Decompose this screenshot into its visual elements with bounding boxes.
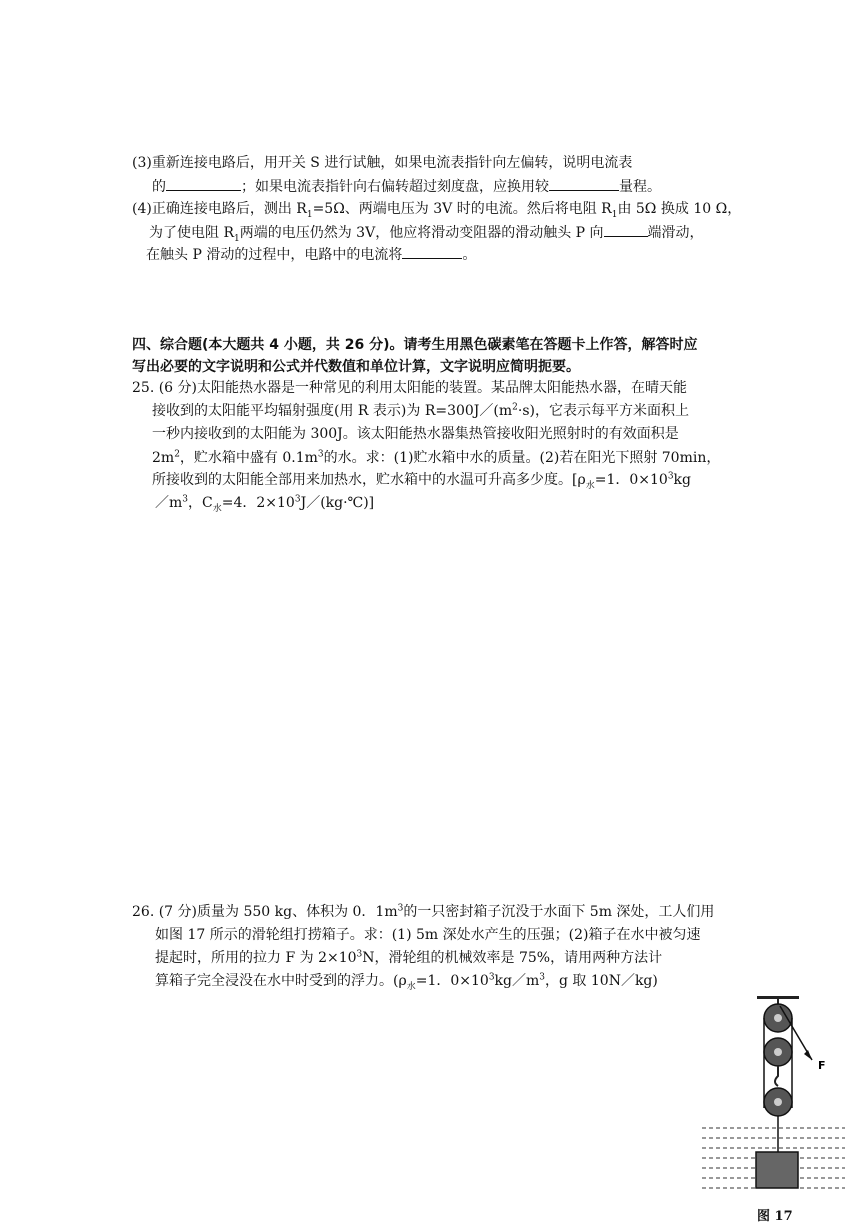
q4-text: (4)正确连接电路后，测出 R (132, 201, 307, 217)
q26-line1 (132, 902, 714, 922)
superscript: 3 (397, 903, 404, 914)
answer-blank[interactable] (166, 176, 241, 191)
q4-text: 由 5Ω 换成 10 Ω， (617, 201, 742, 217)
q26-line2: 如图 17 所示的滑轮组打捞箱子。求：(1) 5m 深处水产生的压强；(2)箱子在水中被匀速 (155, 927, 701, 943)
q4-line2 (149, 222, 704, 243)
q3-line2 (152, 176, 661, 197)
subscript: 1 (306, 209, 313, 220)
q26-text: 的一只密封箱子沉没于水面下 5m 深处，工人们用 (403, 904, 715, 920)
hook (775, 1066, 778, 1086)
q4-text: 。 (462, 247, 477, 263)
box (756, 1152, 798, 1188)
q25-text: 所接收到的太阳能全部用来加热水，贮水箱中的水温可升高多少度。[ρ (152, 472, 586, 488)
q3-text-b: ；如果电流表指针向右偏转超过刻度盘，应换用较 (241, 179, 549, 195)
q25-line6 (155, 493, 374, 513)
subscript: 水 (406, 981, 416, 992)
q25-line1: 25. (6 分)太阳能热水器是一种常见的利用太阳能的装置。某品牌太阳能热水器，在晴天能 (132, 380, 687, 396)
q25-text: =1．0×10 (594, 472, 668, 488)
q25-line2 (152, 401, 689, 421)
superscript: 3 (667, 471, 674, 482)
q25-text: 接收到的太阳能平均辐射强度(用 R 表示)为 R=300J／(m (152, 403, 513, 419)
q25-text: 的水。求：(1)贮水箱中水的质量。(2)若在阳光下照射 70min， (323, 450, 721, 466)
q4-line1 (132, 199, 741, 219)
q25-text: ，C (188, 495, 213, 511)
section-heading: 四、综合题(本大题共 4 小题，共 26 分)。请考生用黑色碳素笔在答题卡上作答，解答时应 (132, 337, 698, 353)
q4-text: 在触头 P 滑动的过程中，电路中的电流将 (146, 247, 403, 263)
figure-caption: 图 17 (757, 1209, 793, 1224)
q4-text: =5Ω、两端电压为 3V 时的电流。然后将电阻 R (312, 201, 612, 217)
q3-text-a: 的 (152, 179, 166, 195)
q25-line5 (152, 470, 691, 490)
pulley-axle (774, 1098, 782, 1106)
pulley-figure (700, 996, 850, 1224)
superscript: 3 (317, 449, 324, 460)
q25-text: ／m (155, 495, 183, 511)
q4-text: 两端的电压仍然为 3V，他应将滑动变阻器的滑动触头 P 向 (239, 225, 604, 241)
q3-text-c: 量程。 (619, 179, 661, 195)
pulley-axle (774, 1048, 782, 1056)
answer-blank[interactable] (604, 222, 648, 237)
q25-text: ，贮水箱中盛有 0.1m (179, 450, 318, 466)
pulley-axle (774, 1014, 782, 1022)
superscript: 3 (488, 972, 495, 983)
superscript: 2 (512, 402, 518, 413)
subscript: 水 (585, 480, 595, 491)
q26-line4 (155, 971, 658, 991)
q25-text: ·s)，它表示每平方米面积上 (517, 403, 690, 419)
q26-text: ，g 取 10N／kg) (545, 973, 658, 989)
force-arrow (804, 1050, 812, 1060)
superscript: 3 (182, 494, 189, 505)
subscript: 1 (611, 209, 618, 220)
q26-text: 算箱子完全浸没在水中时受到的浮力。(ρ (155, 973, 407, 989)
q4-text: 为了使电阻 R (149, 225, 234, 241)
q26-text: N，滑轮组的机械效率是 75%，请用两种方法计 (362, 950, 663, 966)
q26-line3 (155, 948, 662, 968)
q25-line3: 一秒内接收到的太阳能为 300J。该太阳能热水器集热管接收阳光照射时的有效面积是 (152, 426, 679, 442)
q25-text: 2m (152, 450, 175, 466)
q26-text: 提起时，所用的拉力 F 为 2×10 (155, 950, 357, 966)
q4-text: 端滑动， (647, 225, 704, 241)
q25-text: J／(kg·℃)] (300, 495, 375, 511)
q26-text: 26. (7 分)质量为 550 kg、体积为 0．1m (132, 904, 398, 920)
q4-line3 (146, 244, 476, 265)
q25-text: =4．2×10 (221, 495, 295, 511)
q26-text: kg／m (494, 973, 540, 989)
force-label: F (818, 1059, 826, 1072)
ceiling (757, 996, 799, 999)
answer-blank[interactable] (402, 244, 462, 259)
superscript: 3 (356, 949, 363, 960)
superscript: 3 (294, 494, 301, 505)
superscript: 3 (539, 972, 546, 983)
section-heading-cont: 写出必要的文字说明和公式并代数值和单位计算，文字说明应简明扼要。 (132, 359, 580, 375)
subscript: 1 (234, 233, 240, 244)
subscript: 水 (212, 503, 222, 514)
q25-text: kg (673, 472, 691, 488)
superscript: 2 (174, 449, 180, 460)
answer-blank[interactable] (549, 176, 619, 191)
q26-text: =1．0×10 (415, 973, 489, 989)
q3-line1: (3)重新连接电路后，用开关 S 进行试触，如果电流表指针向左偏转，说明电流表 (132, 155, 633, 171)
q25-line4 (152, 448, 720, 468)
